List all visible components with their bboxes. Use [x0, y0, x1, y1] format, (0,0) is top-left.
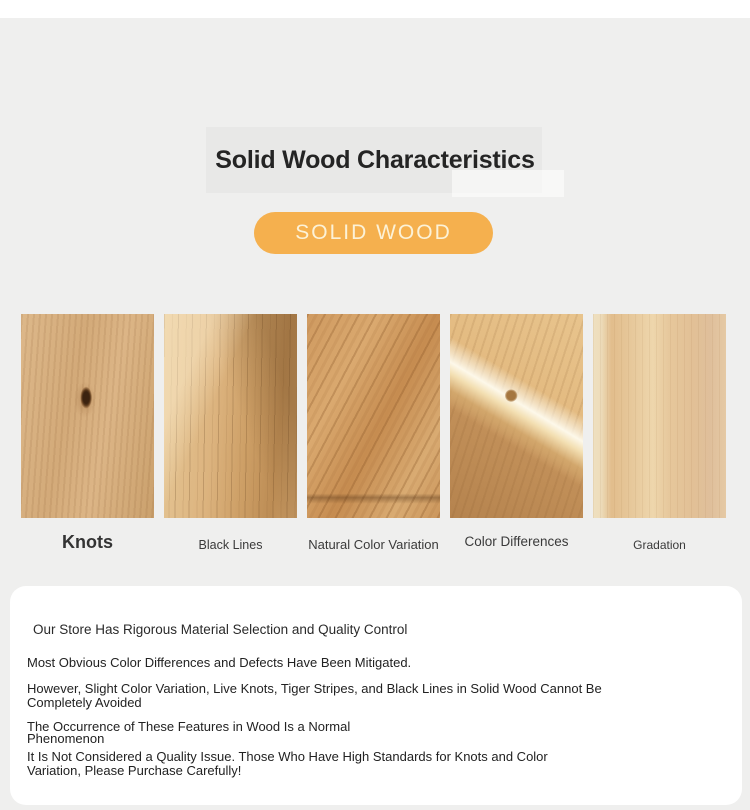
figure-caption: Gradation [633, 538, 686, 552]
color-variation-wood-image [307, 314, 440, 518]
disclaimer-line: The Occurrence of These Features in Wood Is a Normal [27, 719, 351, 734]
disclaimer-line: Phenomenon [27, 730, 105, 746]
wood-feature-figure-black-lines [164, 314, 297, 553]
section-title: Solid Wood Characteristics [215, 146, 535, 174]
knots-wood-image [21, 314, 154, 518]
disclaimer-line: Most Obvious Color Differences and Defects Have Been Mitigated. [27, 655, 412, 670]
wood-feature-figure-color-differences [450, 314, 583, 553]
wood-feature-figure-color-variation [307, 314, 440, 553]
disclaimer-intro: Our Store Has Rigorous Material Selection and Quality Control [33, 622, 408, 637]
black-lines-wood-image [164, 314, 297, 518]
disclaimer-line: It Is Not Considered a Quality Issue. Those Who Have High Standards for Knots and Color [27, 749, 548, 764]
figure-caption: Color Differences [464, 534, 569, 549]
color-differences-wood-image [450, 314, 583, 518]
gradation-wood-image [593, 314, 726, 518]
wood-feature-gallery [21, 314, 726, 553]
solid-wood-badge: SOLID WOOD [254, 212, 493, 254]
wood-feature-figure-gradation [593, 314, 726, 553]
disclaimer-line: Completely Avoided [27, 695, 142, 710]
figure-caption: Knots [62, 532, 113, 552]
quality-disclaimer-card [10, 586, 742, 805]
disclaimer-point [27, 750, 548, 778]
figure-caption: Natural Color Variation [308, 537, 439, 552]
disclaimer-line: Variation, Please Purchase Carefully! [27, 763, 242, 778]
disclaimer-line: However, Slight Color Variation, Live Knots, Tiger Stripes, and Black Lines in Solid Wood Cannot Be [27, 681, 602, 696]
disclaimer-point [27, 721, 350, 744]
disclaimer-point [27, 655, 411, 670]
wood-feature-figure-knots [21, 314, 154, 553]
disclaimer-point [27, 682, 602, 710]
top-white-band [0, 0, 750, 18]
figure-caption: Black Lines [198, 538, 263, 552]
